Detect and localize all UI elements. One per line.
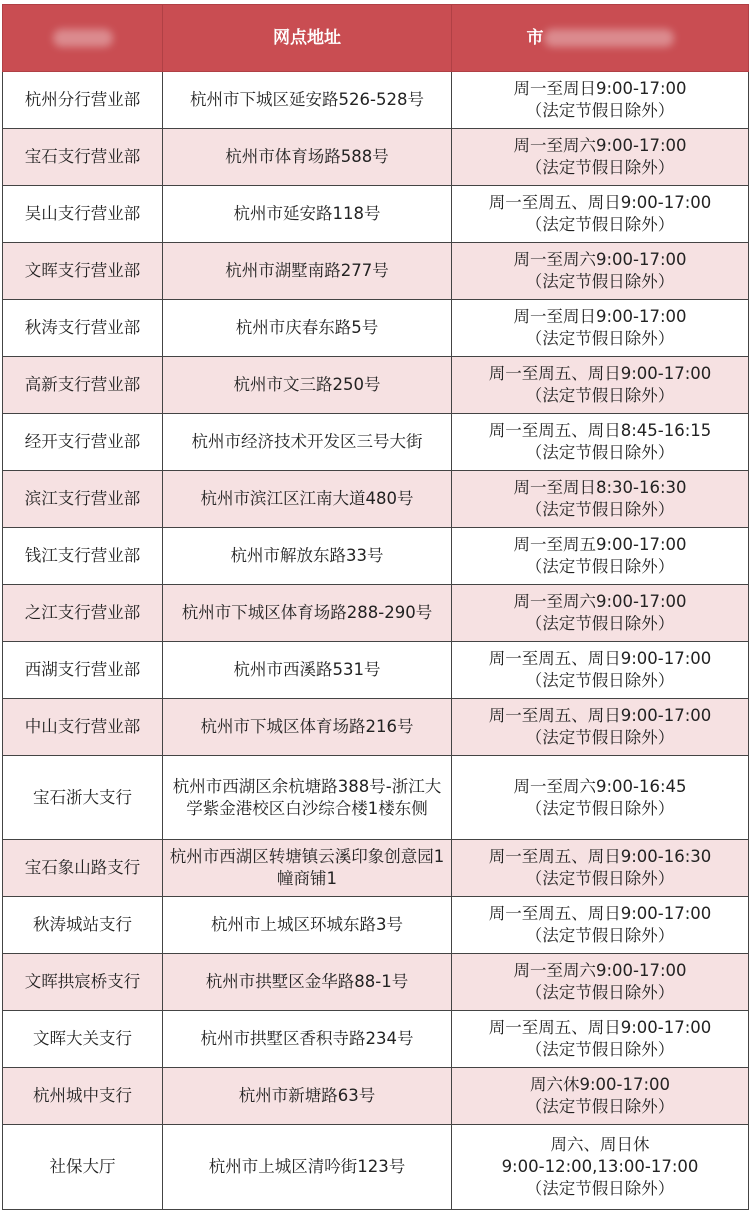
holiday-note: （法定节假日除外） (525, 869, 675, 889)
branch-name: 宝石浙大支行 (3, 756, 163, 840)
branch-hours (452, 897, 749, 954)
branch-name: 文晖拱宸桥支行 (3, 954, 163, 1011)
holiday-note: （法定节假日除外） (525, 443, 675, 462)
branch-hours (452, 186, 749, 243)
table-row (3, 528, 749, 585)
branch-hours (452, 840, 749, 897)
branch-hours (452, 1125, 749, 1210)
table-row (3, 357, 749, 414)
table-row (3, 642, 749, 699)
branch-address: 杭州市拱墅区金华路88-1号 (163, 954, 452, 1011)
branch-address: 杭州市新塘路63号 (163, 1068, 452, 1125)
branch-address: 杭州市延安路118号 (163, 186, 452, 243)
opening-hours: 9:00-12:00,13:00-17:00 (501, 1157, 699, 1177)
opening-hours: 周一至周日9:00-17:00 (513, 307, 687, 326)
branch-hours (452, 129, 749, 186)
holiday-note: （法定节假日除外） (525, 386, 675, 405)
branch-hours (452, 954, 749, 1011)
table-row (3, 699, 749, 756)
branch-hours (452, 642, 749, 699)
branch-hours (452, 1068, 749, 1125)
branch-hours (452, 756, 749, 840)
branch-address: 杭州市下城区延安路526-528号 (163, 72, 452, 129)
opening-hours: 周一至周五、周日9:00-17:00 (488, 1018, 712, 1038)
branch-address: 杭州市解放东路33号 (163, 528, 452, 585)
holiday-note: （法定节假日除外） (525, 798, 675, 818)
table-row (3, 243, 749, 300)
branch-address: 杭州市文三路250号 (163, 357, 452, 414)
holiday-note: （法定节假日除外） (525, 101, 675, 120)
table-row (3, 954, 749, 1011)
holiday-note: （法定节假日除外） (525, 983, 675, 1003)
branch-hours (452, 357, 749, 414)
table-header (3, 5, 749, 72)
holiday-note: （法定节假日除外） (525, 1097, 675, 1117)
opening-hours: 周一至周日9:00-17:00 (513, 79, 687, 98)
branch-hours (452, 1011, 749, 1068)
opening-hours: 周一至周五、周日9:00-16:30 (488, 847, 712, 867)
branch-name: 西湖支行营业部 (3, 642, 163, 699)
opening-hours: 周一至周五、周日9:00-17:00 (488, 904, 712, 924)
branch-name: 滨江支行营业部 (3, 471, 163, 528)
branch-name: 文晖大关支行 (3, 1011, 163, 1068)
branch-address: 杭州市庆春东路5号 (163, 300, 452, 357)
holiday-note: （法定节假日除外） (525, 1179, 675, 1199)
opening-hours: 周一至周五、周日9:00-17:00 (488, 706, 712, 725)
table-row (3, 585, 749, 642)
opening-hours: 周一至周六9:00-17:00 (513, 961, 687, 981)
opening-hours: 周一至周五、周日9:00-17:00 (488, 649, 712, 668)
branch-name: 钱江支行营业部 (3, 528, 163, 585)
branch-hours (452, 72, 749, 129)
holiday-note: （法定节假日除外） (525, 614, 675, 633)
holiday-note: （法定节假日除外） (525, 671, 675, 690)
branch-address: 杭州市下城区体育场路216号 (163, 699, 452, 756)
branch-name: 经开支行营业部 (3, 414, 163, 471)
branch-hours (452, 471, 749, 528)
branch-name: 高新支行营业部 (3, 357, 163, 414)
table-row (3, 1125, 749, 1210)
opening-hours: 周一至周六9:00-16:45 (513, 776, 687, 796)
branch-address: 杭州市西湖区余杭塘路388号-浙江大学紫金港校区白沙综合楼1楼东侧 (163, 756, 452, 840)
table-row (3, 1068, 749, 1125)
table-row (3, 840, 749, 897)
blurred-text (544, 29, 674, 47)
table-row (3, 471, 749, 528)
blurred-text (53, 29, 113, 47)
branch-name: 吴山支行营业部 (3, 186, 163, 243)
branch-hours (452, 243, 749, 300)
holiday-note: （法定节假日除外） (525, 329, 675, 348)
opening-hours: 周一至周六9:00-17:00 (513, 592, 687, 611)
branch-name: 中山支行营业部 (3, 699, 163, 756)
branch-address: 杭州市西湖区转塘镇云溪印象创意园1幢商铺1 (163, 840, 452, 897)
table-row (3, 186, 749, 243)
holiday-note: （法定节假日除外） (525, 557, 675, 576)
branch-name: 文晖支行营业部 (3, 243, 163, 300)
table-row (3, 300, 749, 357)
holiday-note: （法定节假日除外） (525, 215, 675, 234)
opening-hours: 周一至周日8:30-16:30 (513, 478, 687, 497)
holiday-note: （法定节假日除外） (525, 1040, 675, 1060)
holiday-note: （法定节假日除外） (525, 926, 675, 946)
holiday-note: （法定节假日除外） (525, 728, 675, 747)
branch-name: 杭州城中支行 (3, 1068, 163, 1125)
table-row (3, 897, 749, 954)
opening-hours: 周六休9:00-17:00 (529, 1075, 671, 1095)
branch-address: 杭州市滨江区江南大道480号 (163, 471, 452, 528)
opening-hours: 周一至周五、周日9:00-17:00 (488, 193, 712, 212)
opening-hours: 周一至周五、周日9:00-17:00 (488, 364, 712, 383)
table-row (3, 129, 749, 186)
branch-hours (452, 528, 749, 585)
branch-name: 杭州分行营业部 (3, 72, 163, 129)
opening-hours: 周六、周日休 (550, 1135, 650, 1155)
branch-name: 宝石支行营业部 (3, 129, 163, 186)
branch-address: 杭州市拱墅区香积寺路234号 (163, 1011, 452, 1068)
branch-name: 之江支行营业部 (3, 585, 163, 642)
branch-name: 宝石象山路支行 (3, 840, 163, 897)
table-row (3, 414, 749, 471)
header-hours: 市 (452, 5, 749, 72)
branch-name: 社保大厅 (3, 1125, 163, 1210)
holiday-note: （法定节假日除外） (525, 500, 675, 519)
branch-address: 杭州市西溪路531号 (163, 642, 452, 699)
holiday-note: （法定节假日除外） (525, 158, 675, 177)
table-row (3, 1011, 749, 1068)
branch-name: 秋涛支行营业部 (3, 300, 163, 357)
branch-address: 杭州市经济技术开发区三号大街 (163, 414, 452, 471)
branch-address: 杭州市下城区体育场路288-290号 (163, 585, 452, 642)
branch-hours (452, 585, 749, 642)
branch-address: 杭州市湖墅南路277号 (163, 243, 452, 300)
opening-hours: 周一至周五9:00-17:00 (513, 535, 687, 554)
header-name (3, 5, 163, 72)
branch-hours (452, 300, 749, 357)
branch-address: 杭州市上城区环城东路3号 (163, 897, 452, 954)
branch-name: 秋涛城站支行 (3, 897, 163, 954)
branch-hours (452, 414, 749, 471)
branch-address: 杭州市体育场路588号 (163, 129, 452, 186)
header-address: 网点地址 (163, 5, 452, 72)
branch-table (2, 4, 749, 1210)
holiday-note: （法定节假日除外） (525, 272, 675, 291)
opening-hours: 周一至周六9:00-17:00 (513, 136, 687, 155)
opening-hours: 周一至周六9:00-17:00 (513, 250, 687, 269)
table-row (3, 756, 749, 840)
table-row (3, 72, 749, 129)
opening-hours: 周一至周五、周日8:45-16:15 (488, 421, 712, 440)
branch-hours (452, 699, 749, 756)
branch-address: 杭州市上城区清吟街123号 (163, 1125, 452, 1210)
